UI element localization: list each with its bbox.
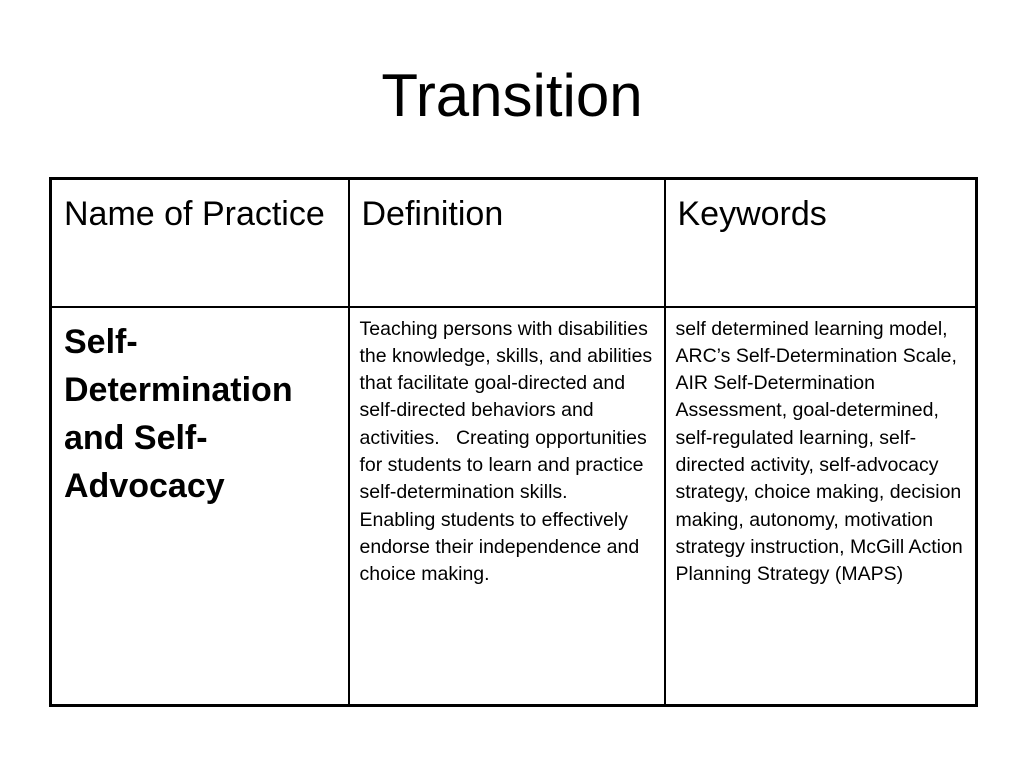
practice-table	[49, 177, 978, 707]
practice-name-cell	[51, 307, 349, 706]
practice-definition: Teaching persons with disabilities the knowledge, skills, and abilities that facilitate goal-directed and self-directed behaviors and activities. Creating opportunities for students to learn and practice self-determination skills. Enabling students to effectively endorse their independence and choice making.	[359, 317, 658, 586]
table-header-row	[51, 179, 977, 307]
header-cell-definition	[349, 179, 665, 307]
header-label-keywords: Keywords	[677, 195, 827, 233]
definition-cell	[349, 307, 665, 706]
header-cell-keywords	[665, 179, 977, 307]
header-cell-name-of-practice	[51, 179, 349, 307]
table-row	[51, 307, 977, 706]
header-label-definition: Definition	[361, 195, 504, 233]
slide-title: Transition	[381, 62, 643, 129]
keywords-cell	[665, 307, 977, 706]
header-label-name-of-practice: Name of Practice	[64, 195, 325, 233]
practice-name: Self-Determination and Self-Advocacy	[64, 322, 293, 505]
practice-keywords: self determined learning model, ARC’s Self-Determination Scale, AIR Self-Determination Assessment, goal-determined, self-regulated learning, self-directed activity, self-advocacy strategy, choice making, decision making, autonomy, motivation strategy instruction, McGill Action Planning Strategy (MAPS)	[675, 317, 969, 586]
